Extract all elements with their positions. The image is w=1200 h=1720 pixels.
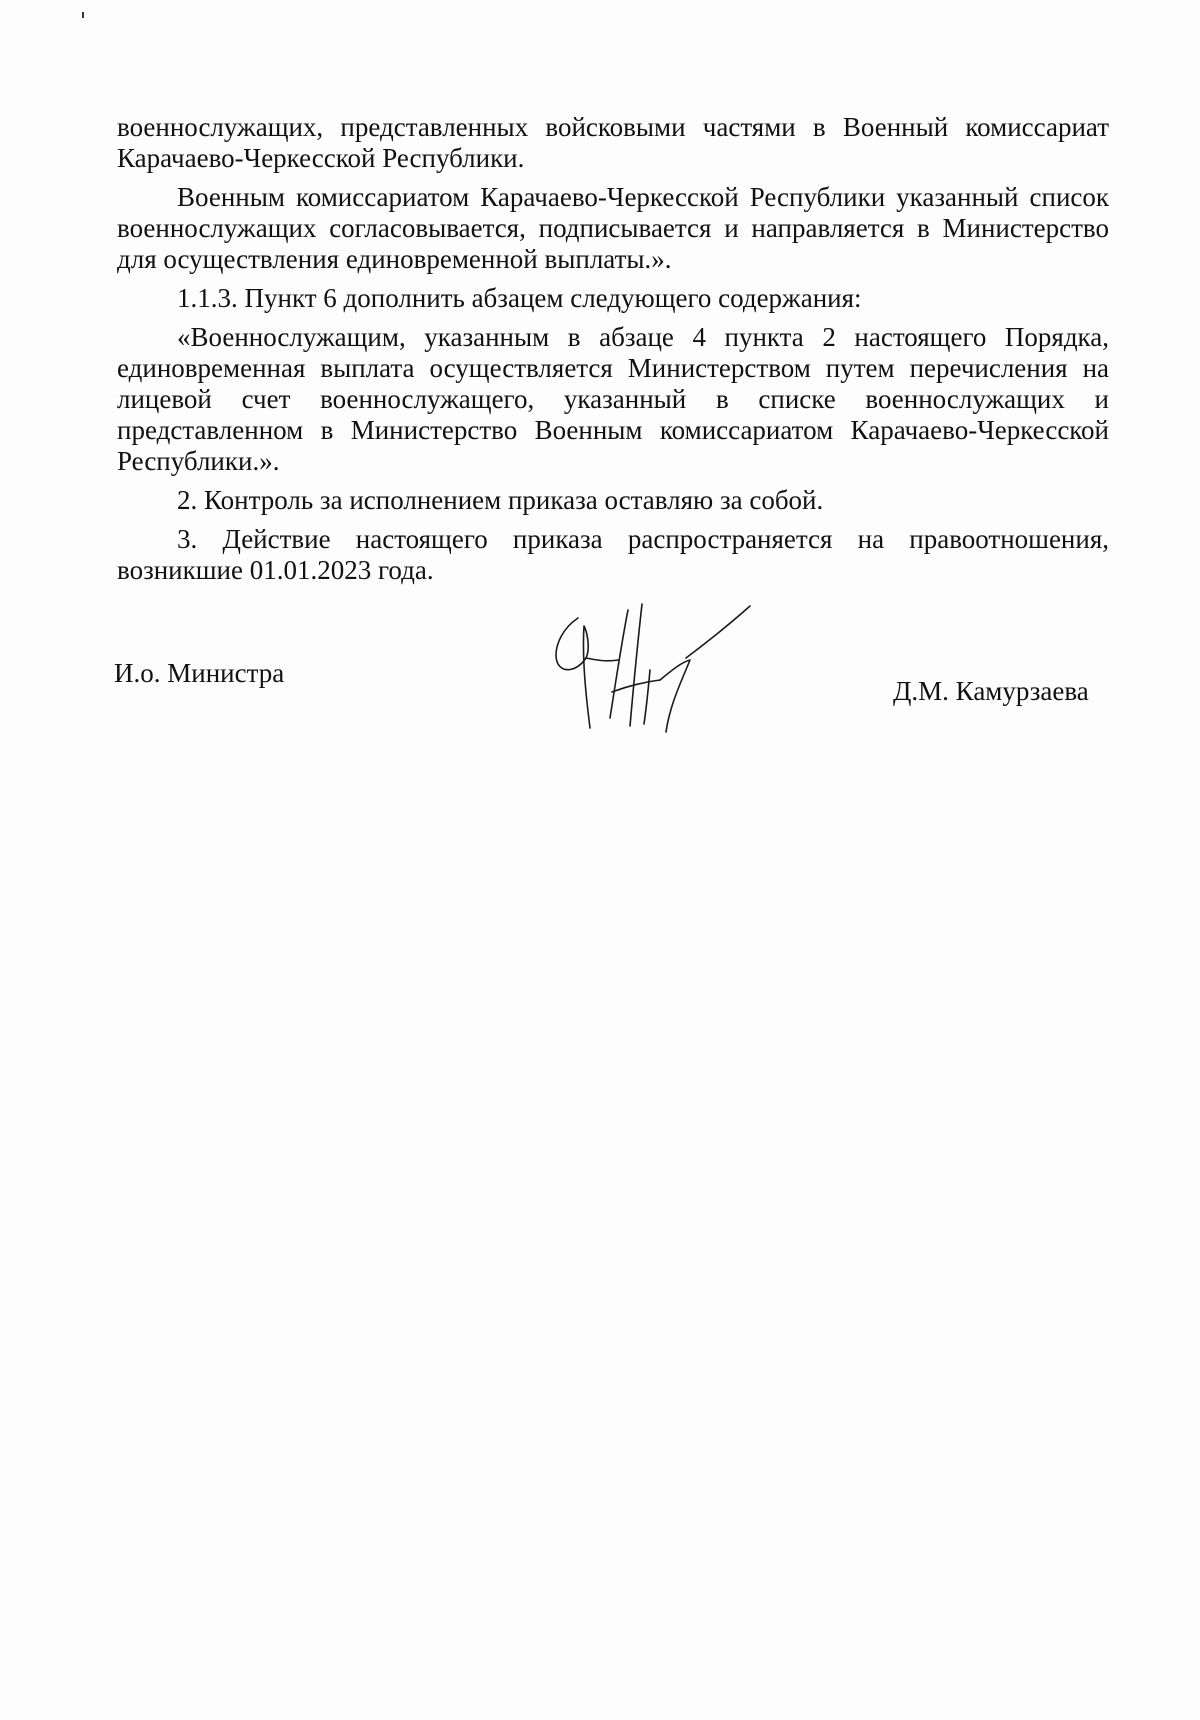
paragraph-3: 1.1.3. Пункт 6 дополнить абзацем следующего содержания: — [177, 283, 862, 313]
document-body — [117, 112, 1109, 586]
paragraph-2: Военным комиссариатом Карачаево-Черкесской Республики указанный список военнослужащих согласовывается, подписывается и направляется в Министерство для осуществления единовременной выплаты.». — [117, 182, 1109, 274]
paragraph-6: 3. Действие настоящего приказа распространяется на правоотношения, возникшие 01.01.2023 года. — [117, 524, 1109, 585]
paragraph-1: военнослужащих, представленных войсковыми частями в Военный комиссариат Карачаево-Черкесской Республики. — [117, 112, 1109, 173]
paragraph-5: 2. Контроль за исполнением приказа оставляю за собой. — [177, 485, 824, 515]
signatory-name: Д.М. Камурзаева — [893, 676, 1089, 706]
paragraph-4: «Военнослужащим, указанным в абзаце 4 пункта 2 настоящего Порядка, единовременная выплата осуществляется Министерством путем перечисления на лицевой счет военнослужащего, указанный в списке военнослужащих и представленном в Министерство Военным комиссариатом Карачаево-Черкесской Республики.». — [117, 322, 1109, 476]
signatory-role: И.о. Министра — [114, 658, 285, 688]
handwritten-signature — [550, 600, 790, 740]
scan-speck — [82, 12, 84, 18]
